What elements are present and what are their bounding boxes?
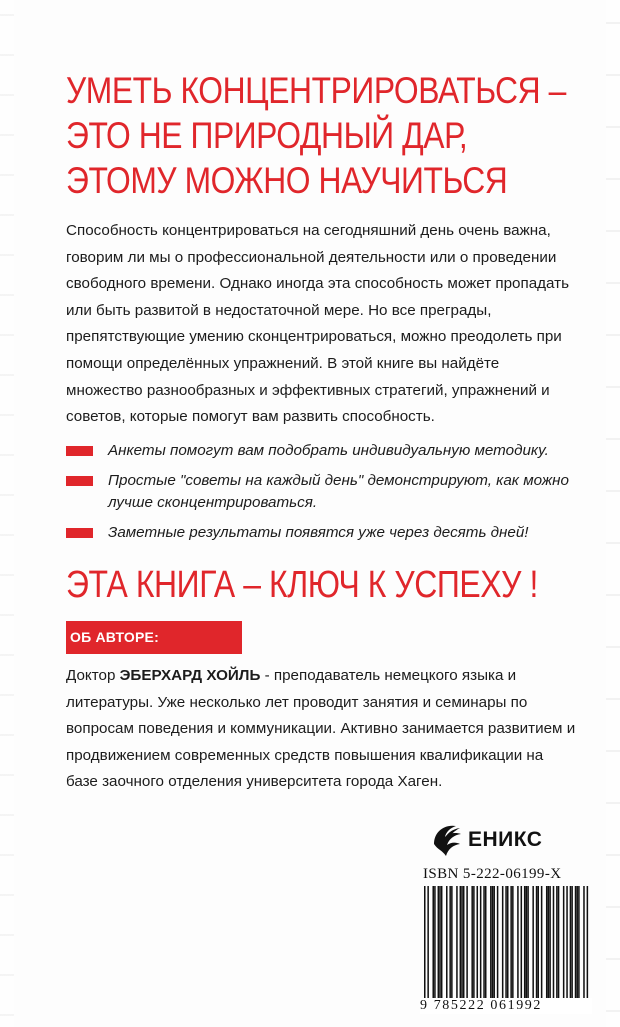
barcode-icon [424, 886, 590, 1012]
tagline: ЭТА КНИГА – КЛЮЧ К УСПЕХУ ! [66, 564, 538, 606]
barcode-bar [517, 886, 519, 998]
barcode-bar [566, 886, 568, 998]
feature-item [66, 440, 586, 462]
scan-edge-right [606, 0, 620, 1027]
barcode-bar [497, 886, 499, 998]
barcode-bar [490, 886, 492, 998]
barcode-bar [507, 886, 509, 1012]
barcode-bar [441, 886, 443, 998]
barcode-bar [477, 886, 479, 998]
barcode-bar [502, 886, 504, 998]
barcode-bar [578, 886, 580, 998]
barcode-bar [532, 886, 534, 998]
barcode-bar [546, 886, 548, 998]
scan-edge-left [0, 0, 14, 1027]
red-bullet-icon [66, 528, 93, 538]
barcode-bar [558, 886, 560, 998]
isbn-number: ISBN 5-222-06199-X [423, 866, 562, 882]
author-name: ЭБЕРХАРД ХОЙЛЬ [119, 667, 261, 684]
barcode-bar [553, 886, 555, 998]
barcode-bar [492, 886, 494, 998]
red-bullet-icon [66, 476, 93, 486]
barcode-bar [587, 886, 589, 1012]
feature-item [66, 522, 586, 544]
barcode-bar [563, 886, 565, 998]
barcode-bar [461, 886, 463, 998]
feature-text: Анкеты помогут вам подобрать индивидуальную методику. [108, 442, 549, 459]
barcode-bar [556, 886, 558, 998]
barcode-bar [427, 886, 429, 1012]
author-bio [66, 663, 576, 796]
barcode-bar [583, 886, 585, 998]
publisher-logo [430, 818, 580, 862]
barcode-bar [424, 886, 426, 1012]
feature-text: Простые "советы на каждый день" демонстрируют, как можно лучше сконцентрироваться. [108, 472, 569, 511]
barcode-bar [451, 886, 453, 998]
barcode-bar [527, 886, 529, 998]
barcode-bar [526, 886, 528, 998]
barcode-bar [466, 886, 468, 998]
phoenix-logo-icon [430, 820, 466, 860]
barcode-bar [432, 886, 434, 998]
barcode-bar [471, 886, 473, 998]
barcode-bar [521, 886, 523, 998]
barcode-bar [541, 886, 543, 998]
barcode-bar [548, 886, 550, 998]
feature-text: Заметные результаты появятся уже через десять дней! [108, 524, 529, 541]
barcode-bar [460, 886, 462, 998]
red-bullet-icon [66, 446, 93, 456]
barcode-bar [537, 886, 539, 998]
author-heading: ОБ АВТОРЕ: [66, 621, 242, 654]
publisher-name: ЕНИКС [468, 828, 543, 851]
barcode-bar [524, 886, 526, 998]
author-bio-text: - преподаватель немецкого языка и литературы. Уже несколько лет проводит занятия и семинары по вопросам поведения и коммуникации. Активно занимается развитием и продвижением современных средств повышения квалификации на базе заочного отделения университета города Хаген. [66, 667, 576, 791]
barcode-bar [449, 886, 451, 998]
barcode-bar [438, 886, 440, 998]
headline-line-3: ЭТОМУ МОЖНО НАУЧИТЬСЯ [66, 160, 508, 201]
barcode-bar [571, 886, 573, 998]
headline-line-1: УМЕТЬ КОНЦЕНТРИРОВАТЬСЯ – [66, 70, 566, 111]
barcode-bar [439, 886, 441, 998]
barcode-bar [505, 886, 507, 1012]
barcode-digits: 9 785222 061992 [420, 998, 592, 1014]
barcode-bar [456, 886, 458, 998]
barcode-bar [575, 886, 577, 998]
feature-list [66, 440, 586, 552]
headline [66, 68, 566, 203]
barcode-bar [576, 886, 578, 998]
barcode-bar [463, 886, 465, 998]
barcode-bar [510, 886, 512, 998]
headline-line-2: ЭТО НЕ ПРИРОДНЫЙ ДАР, [66, 115, 468, 156]
author-prefix: Доктор [66, 667, 120, 684]
barcode-bar [549, 886, 551, 998]
barcode-bar [512, 886, 514, 998]
barcode-bar [493, 886, 495, 998]
barcode-bar [483, 886, 485, 998]
barcode-bar [480, 886, 482, 998]
intro-paragraph: Способность концентрироваться на сегодняшний день очень важна, говорим ли мы о профессиональной деятельности или о проведении свободного времени. Однако иногда эта способность может пропадать или быть развитой в недостаточной мере. Но все преграды, препятствующие умению сконцентрироваться, можно преодолеть при помощи определённых упражнений. В этой книге вы найдёте множество разнообразных и эффективных стратегий, упражнений и советов, которые помогут вам развить способность. [66, 222, 570, 426]
barcode-bar [485, 886, 487, 998]
barcode-bar [473, 886, 475, 998]
barcode-bar [446, 886, 448, 998]
feature-item [66, 470, 586, 514]
barcode-bar [536, 886, 538, 998]
barcode-bar [434, 886, 436, 998]
barcode-bar [570, 886, 572, 998]
